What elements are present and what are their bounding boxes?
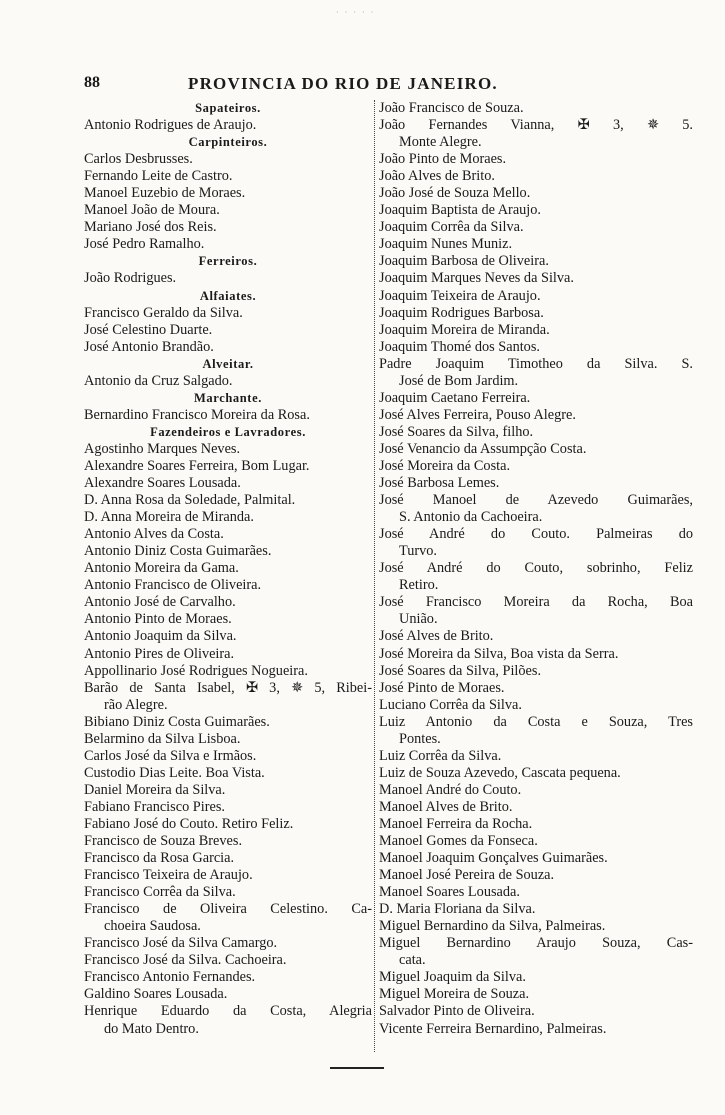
directory-entry: Fabiano Francisco Pires.	[84, 798, 225, 815]
entry-continuation: Retiro.	[399, 577, 439, 594]
directory-entry: Agostinho Marques Neves.	[84, 440, 241, 457]
directory-entry: Joaquim Nunes Muniz.	[379, 236, 513, 253]
directory-entry: Appollinario José Rodrigues Nogueira.	[84, 662, 308, 679]
directory-entry: Joaquim Baptista de Araujo.	[379, 202, 542, 219]
section-heading: Alfaiates.	[199, 288, 257, 303]
directory-entry: Bibiano Diniz Costa Guimarães.	[84, 713, 270, 730]
page-header	[84, 74, 715, 94]
entry-first-line: José André do Couto, sobrinho, Feliz	[379, 560, 693, 577]
directory-entry: Antonio Moreira da Gama.	[84, 560, 239, 577]
directory-entry: José Alves Ferreira, Pouso Alegre.	[379, 406, 576, 423]
entry-continuation: Turvo.	[399, 543, 438, 560]
entry-continuation: José de Bom Jardim.	[399, 372, 519, 389]
directory-entry: José Antonio Brandão.	[84, 338, 214, 355]
bottom-rule	[330, 1067, 384, 1069]
entry-first-line: José Manoel de Azevedo Guimarães,	[379, 492, 693, 509]
directory-entry: José Soares da Silva, Pilões.	[379, 662, 542, 679]
directory-entry: Manoel André do Couto.	[379, 781, 522, 798]
directory-entry: Miguel Moreira de Souza.	[379, 986, 530, 1003]
running-title: PROVINCIA DO RIO DE JANEIRO.	[188, 74, 498, 93]
directory-entry: Joaquim Marques Neves da Silva.	[379, 270, 574, 287]
directory-entry: Vicente Ferreira Bernardino, Palmeiras.	[379, 1020, 607, 1037]
directory-entry	[84, 1003, 372, 1037]
directory-entry: João Alves de Brito.	[379, 168, 495, 185]
directory-entry: Francisco de Souza Breves.	[84, 833, 243, 850]
directory-entry: Manoel Soares Lousada.	[379, 884, 520, 901]
directory-entry: José Celestino Duarte.	[84, 321, 213, 338]
section-heading: Fazendeiros e Lavradores.	[150, 424, 306, 439]
directory-entry: Manoel Gomes da Fonseca.	[379, 833, 538, 850]
directory-entry: Joaquim Barbosa de Oliveira.	[379, 253, 549, 270]
entry-continuation: Monte Alegre.	[399, 134, 482, 151]
directory-entry: Joaquim Thomé dos Santos.	[379, 338, 540, 355]
directory-entry: José Moreira da Silva, Boa vista da Serra.	[379, 645, 619, 662]
entry-continuation: Pontes.	[399, 730, 441, 747]
section-heading: Ferreiros.	[198, 254, 258, 269]
directory-entry: José Soares da Silva, filho.	[379, 423, 534, 440]
page-number: 88	[84, 74, 100, 91]
directory-entry	[379, 117, 693, 151]
directory-entry: Joaquim Caetano Ferreira.	[379, 389, 531, 406]
directory-entry: Francisco da Rosa Garcia.	[84, 850, 235, 867]
directory-entry	[379, 492, 693, 526]
entry-first-line: Barão de Santa Isabel, ✠ 3, ✵ 5, Ribei-	[84, 679, 372, 696]
entry-first-line: José Francisco Moreira da Rocha, Boa	[379, 594, 693, 611]
directory-entry: Manoel Joaquim Gonçalves Guimarães.	[379, 850, 608, 867]
directory-entry: D. Maria Floriana da Silva.	[379, 901, 536, 918]
directory-entry: Joaquim Rodrigues Barbosa.	[379, 304, 544, 321]
directory-entry: João Pinto de Moraes.	[379, 151, 507, 168]
entry-continuation: União.	[399, 611, 438, 628]
left-column	[84, 100, 372, 1038]
entry-continuation: rão Alegre.	[104, 696, 168, 713]
directory-entry: Francisco José da Silva Camargo.	[84, 935, 278, 952]
directory-entry: Custodio Dias Leite. Boa Vista.	[84, 764, 265, 781]
section-heading: Marchante.	[194, 390, 262, 405]
directory-entry	[379, 594, 693, 628]
directory-entry: Antonio da Cruz Salgado.	[84, 372, 233, 389]
directory-entry: Carlos José da Silva e Irmãos.	[84, 747, 257, 764]
directory-entry: Fabiano José do Couto. Retiro Feliz.	[84, 815, 294, 832]
entry-first-line: Miguel Bernardino Araujo Souza, Cas-	[379, 935, 693, 952]
directory-entry: Fernando Leite de Castro.	[84, 168, 233, 185]
directory-entry: Manoel Euzebio de Moraes.	[84, 185, 246, 202]
directory-entry: Joaquim Moreira de Miranda.	[379, 321, 550, 338]
entry-first-line: Francisco de Oliveira Celestino. Ca-	[84, 901, 372, 918]
directory-entry	[379, 356, 693, 390]
directory-entry: João Rodrigues.	[84, 270, 177, 287]
directory-entry: Mariano José dos Reis.	[84, 219, 217, 236]
directory-entry	[379, 526, 693, 560]
directory-entry	[379, 935, 693, 969]
directory-entry: Luiz de Souza Azevedo, Cascata pequena.	[379, 764, 621, 781]
directory-entry: Manoel Ferreira da Rocha.	[379, 815, 533, 832]
directory-entry: Galdino Soares Lousada.	[84, 986, 228, 1003]
entry-continuation: choeira Saudosa.	[104, 918, 201, 935]
directory-entry: Salvador Pinto de Oliveira.	[379, 1003, 535, 1020]
directory-entry: Manoel José Pereira de Souza.	[379, 867, 555, 884]
directory-entry: Luciano Corrêa da Silva.	[379, 696, 522, 713]
directory-entry: Bernardino Francisco Moreira da Rosa.	[84, 406, 310, 423]
section-heading: Sapateiros.	[195, 101, 261, 115]
directory-entry: João José de Souza Mello.	[379, 185, 531, 202]
directory-entry: Miguel Joaquim da Silva.	[379, 969, 526, 986]
directory-entry: Luiz Corrêa da Silva.	[379, 747, 502, 764]
directory-entry	[379, 714, 693, 748]
directory-entry: Antonio José de Carvalho.	[84, 594, 236, 611]
directory-entry: Belarmino da Silva Lisboa.	[84, 730, 241, 747]
directory-entry: Antonio Diniz Costa Guimarães.	[84, 543, 272, 560]
entry-first-line: José André do Couto. Palmeiras do	[379, 526, 693, 543]
directory-entry: Daniel Moreira da Silva.	[84, 781, 226, 798]
directory-entry: Francisco Teixeira de Araujo.	[84, 867, 253, 884]
entry-first-line: Henrique Eduardo da Costa, Alegria	[84, 1003, 372, 1020]
directory-entry: Joaquim Corrêa da Silva.	[379, 219, 524, 236]
directory-entry: Manoel Alves de Brito.	[379, 798, 513, 815]
directory-entry: Antonio Alves da Costa.	[84, 526, 224, 543]
section-heading: Alveitar.	[202, 356, 254, 371]
entry-first-line: Padre Joaquim Timotheo da Silva. S.	[379, 355, 693, 372]
directory-entry: Francisco Antonio Fernandes.	[84, 969, 256, 986]
directory-entry	[379, 560, 693, 594]
directory-entry: José Pinto de Moraes.	[379, 679, 505, 696]
entry-continuation: do Mato Dentro.	[104, 1020, 199, 1037]
directory-entry: Alexandre Soares Lousada.	[84, 475, 241, 492]
directory-entry: Antonio Francisco de Oliveira.	[84, 577, 262, 594]
directory-entry: Antonio Joaquim da Silva.	[84, 628, 237, 645]
directory-entry: Manoel João de Moura.	[84, 202, 220, 219]
directory-entry: José Moreira da Costa.	[379, 457, 511, 474]
directory-entry: Joaquim Teixeira de Araujo.	[379, 287, 541, 304]
entry-continuation: cata.	[399, 952, 426, 969]
directory-entry: D. Anna Moreira de Miranda.	[84, 509, 254, 526]
right-column	[379, 100, 693, 1038]
directory-entry: José Venancio da Assumpção Costa.	[379, 440, 587, 457]
directory-entry: Carlos Desbrusses.	[84, 151, 193, 168]
directory-entry: Antonio Rodrigues de Araujo.	[84, 117, 257, 134]
directory-entry	[84, 680, 372, 714]
directory-entry: Francisco Geraldo da Silva.	[84, 304, 243, 321]
directory-entry: Antonio Pires de Oliveira.	[84, 645, 235, 662]
entry-first-line: Luiz Antonio da Costa e Souza, Tres	[379, 713, 693, 730]
directory-entry: Miguel Bernardino da Silva, Palmeiras.	[379, 918, 606, 935]
top-margin-mark: · · · · ·	[336, 8, 376, 17]
directory-entry: D. Anna Rosa da Soledade, Palmital.	[84, 492, 296, 509]
directory-entry: José Alves de Brito.	[379, 628, 494, 645]
directory-entry: Francisco Corrêa da Silva.	[84, 884, 236, 901]
directory-entry: Antonio Pinto de Moraes.	[84, 611, 232, 628]
entry-continuation: S. Antonio da Cachoeira.	[399, 509, 543, 526]
directory-entry	[84, 901, 372, 935]
directory-entry: José Barbosa Lemes.	[379, 475, 500, 492]
directory-entry: José Pedro Ramalho.	[84, 236, 205, 253]
section-heading: Carpinteiros.	[188, 135, 268, 150]
directory-entry: Alexandre Soares Ferreira, Bom Lugar.	[84, 457, 310, 474]
column-divider	[374, 100, 375, 1052]
directory-entry: Francisco José da Silva. Cachoeira.	[84, 952, 287, 969]
entry-first-line: João Fernandes Vianna, ✠ 3, ✵ 5.	[379, 117, 693, 134]
directory-entry: João Francisco de Souza.	[379, 100, 524, 116]
